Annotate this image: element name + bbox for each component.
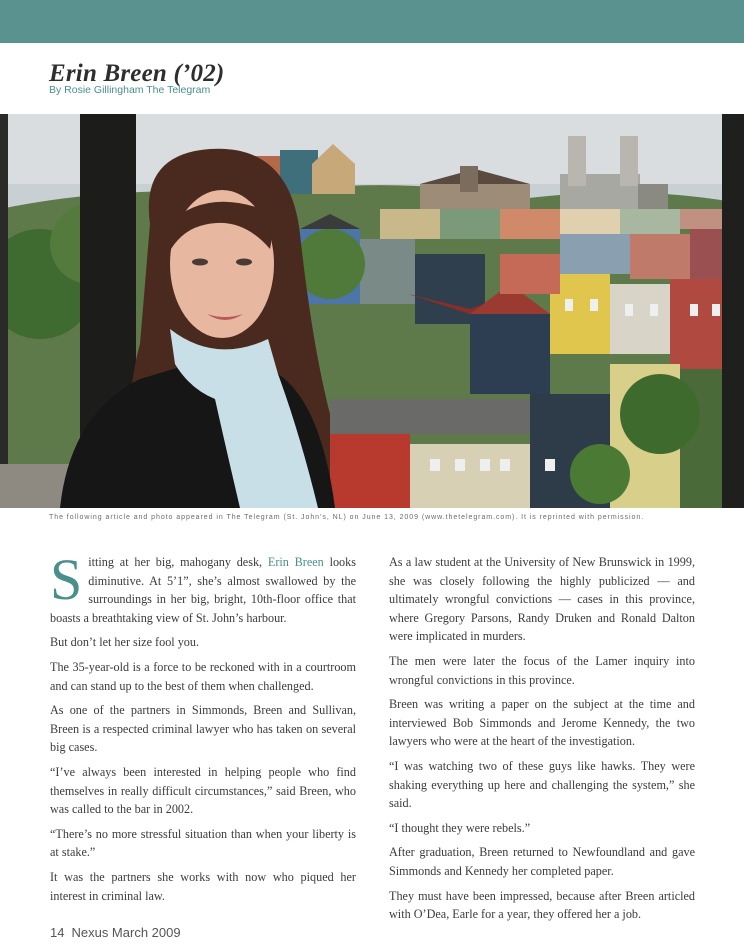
- page-number: 14: [50, 925, 65, 940]
- paragraph: The 35-year-old is a force to be reckoned with in a courtroom and can stand up to the best of them when challenged.: [50, 659, 356, 693]
- paragraph: Breen was writing a paper on the subject at the time and interviewed Bob Simmonds and Jerome Kennedy, the two lawyers who were at the heart of the investigation.: [389, 697, 695, 749]
- byline: By Rosie Gillingham The Telegram: [49, 84, 211, 96]
- paragraph: But don’t let her size fool you.: [50, 635, 200, 650]
- publication-name: Nexus March 2009: [71, 925, 181, 940]
- paragraph: They must have been impressed, because after Breen articled with O’Dea, Earle for a year, they offered her a job.: [389, 888, 695, 922]
- paragraph-text: looks diminutive. At 5’1”, she’s almost swallowed by the surroundings in her big, bright, 10th-floor office that boasts a breathtaking view of St. John’s harbour.: [50, 555, 356, 625]
- page-footer: [50, 925, 181, 940]
- paragraph: “I thought they were rebels.”: [389, 820, 531, 835]
- paragraph: After graduation, Breen returned to Newfoundland and gave Simmonds and Kennedy her completed paper.: [389, 845, 695, 878]
- header-band: [0, 0, 744, 43]
- photo-caption: The following article and photo appeared in The Telegram (St. John’s, NL) on June 13, 2009 (www.thetelegram.com). It is reprinted with permission.: [49, 514, 645, 521]
- paragraph-text: itting at her big, mahogany desk,: [88, 555, 268, 569]
- paragraph: It was the partners she works with now who piqued her interest in criminal law.: [50, 869, 356, 903]
- paragraph: The men were later the focus of the Lamer inquiry into wrongful convictions in this province.: [389, 653, 695, 687]
- drop-cap: S: [50, 547, 83, 612]
- article-photo: [0, 114, 744, 508]
- name-highlight: Erin Breen: [267, 555, 324, 569]
- article-column-left: [50, 547, 356, 911]
- paragraph: As a law student at the University of New Brunswick in 1999, she was closely following the highly publicized — and ultimately wrongful convictions — cases in this province, where Gregory Parsons, Randy Druken and Ronald Dalton were implicated in murders.: [389, 555, 695, 644]
- paragraph: “I was watching two of these guys like hawks. They were shaking everything up here and challenging the system,” she said.: [389, 758, 695, 811]
- paragraph: [50, 547, 356, 627]
- article-title: Erin Breen (’02): [49, 60, 225, 87]
- paragraph: “There’s no more stressful situation than when your liberty is at stake.”: [50, 826, 356, 860]
- paragraph: As one of the partners in Simmonds, Breen and Sullivan, Breen is a respected criminal lawyer who has taken on several big cases.: [50, 703, 356, 755]
- paragraph: “I’ve always been interested in helping people who find themselves in really difficult circumstances,” said Breen, who was called to the bar in 2002.: [50, 764, 356, 817]
- article-column-right: [389, 553, 695, 930]
